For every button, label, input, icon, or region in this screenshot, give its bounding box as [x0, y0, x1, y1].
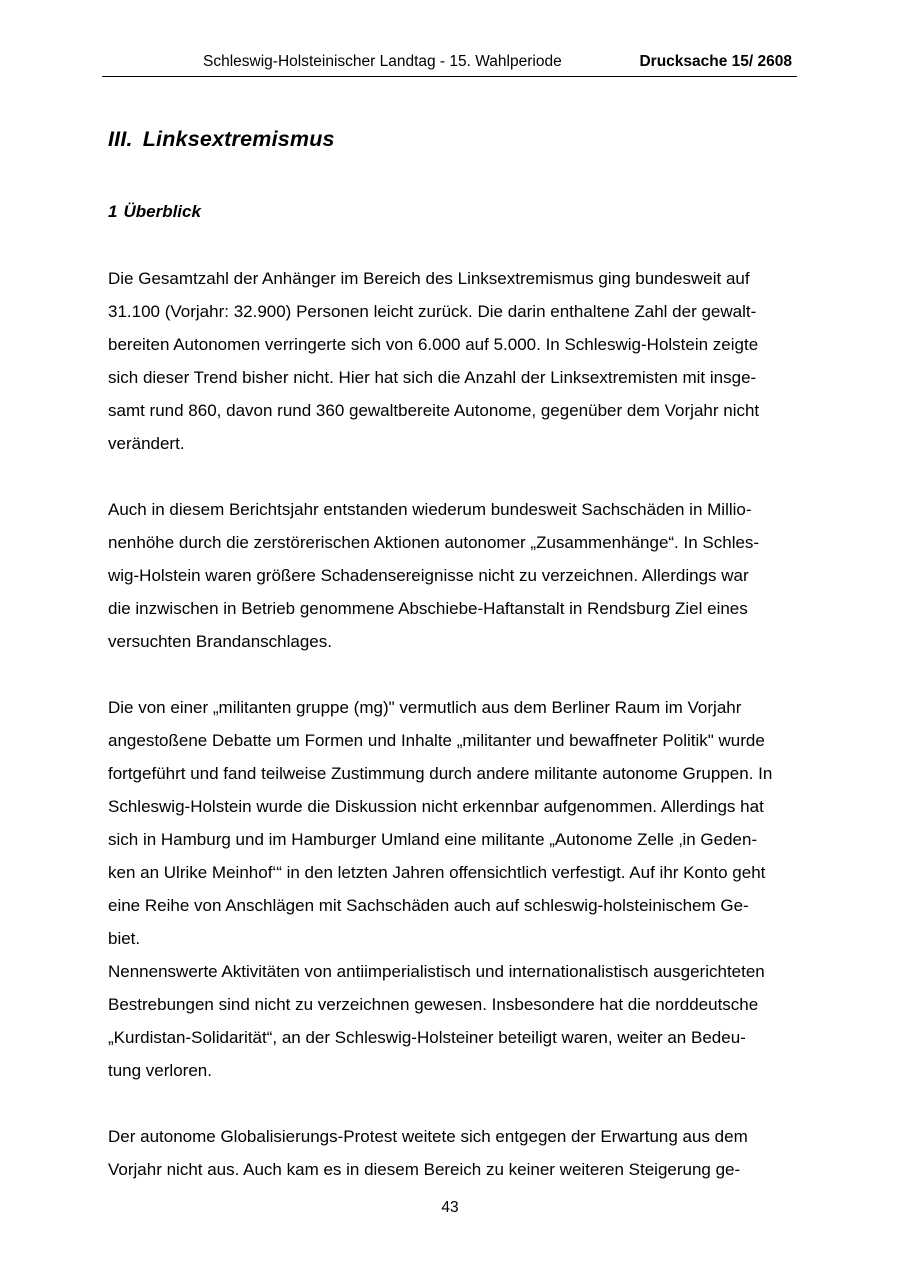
paragraph: [108, 955, 798, 1087]
text-line: eine Reihe von Anschlägen mit Sachschäden auch auf schleswig-holsteinischem Ge-: [108, 896, 749, 915]
text-line: Auch in diesem Berichtsjahr entstanden wiederum bundesweit Sachschäden in Millio-: [108, 500, 752, 519]
chapter-title-text: Linksextremismus: [142, 127, 335, 151]
text-line: versuchten Brandanschlages.: [108, 632, 332, 651]
text-line: Die von einer „militanten gruppe (mg)" vermutlich aus dem Berliner Raum im Vorjahr: [108, 698, 742, 717]
section-title: [108, 202, 201, 222]
paragraph: [108, 1120, 798, 1186]
section-number: 1: [108, 202, 118, 221]
text-line: Die Gesamtzahl der Anhänger im Bereich des Linksextremismus ging bundesweit auf: [108, 269, 750, 288]
text-line: „Kurdistan-Solidarität“, an der Schleswig-Holsteiner beteiligt waren, weiter an Bedeu-: [108, 1028, 746, 1047]
chapter-title: [108, 127, 335, 152]
page-number: 43: [441, 1199, 459, 1216]
text-line: verändert.: [108, 434, 185, 453]
text-line: die inzwischen in Betrieb genommene Abschiebe-Haftanstalt in Rendsburg Ziel eines: [108, 599, 748, 618]
paragraph: [108, 691, 798, 955]
section-title-text: Überblick: [123, 202, 201, 221]
paragraph: [108, 262, 798, 460]
text-line: fortgeführt und fand teilweise Zustimmung durch andere militante autonome Gruppen. In: [108, 764, 773, 783]
text-line: sich dieser Trend bisher nicht. Hier hat sich die Anzahl der Linksextremisten mit insge-: [108, 368, 757, 387]
text-line: Vorjahr nicht aus. Auch kam es in diesem Bereich zu keiner weiteren Steigerung ge-: [108, 1160, 741, 1179]
text-line: angestoßene Debatte um Formen und Inhalte „militanter und bewaffneter Politik" wurde: [108, 731, 765, 750]
header-doc-ref: Drucksache 15/ 2608: [639, 53, 792, 70]
text-line: ken an Ulrike Meinhof‘“ in den letzten Jahren offensichtlich verfestigt. Auf ihr Konto geht: [108, 863, 766, 882]
chapter-number: III.: [108, 127, 133, 151]
body-text: [108, 262, 798, 1186]
text-line: sich in Hamburg und im Hamburger Umland eine militante „Autonome Zelle ‚in Geden-: [108, 830, 758, 849]
text-line: biet.: [108, 929, 141, 948]
text-line: Bestrebungen sind nicht zu verzeichnen gewesen. Insbesondere hat die norddeutsche: [108, 995, 759, 1014]
text-line: Nennenswerte Aktivitäten von antiimperialistisch und internationalistisch ausgerichteten: [108, 962, 765, 981]
text-line: samt rund 860, davon rund 360 gewaltbereite Autonome, gegenüber dem Vorjahr nicht: [108, 401, 760, 420]
text-line: nenhöhe durch die zerstörerischen Aktionen autonomer „Zusammenhänge“. In Schles-: [108, 533, 760, 552]
text-line: tung verloren.: [108, 1061, 212, 1080]
text-line: 31.100 (Vorjahr: 32.900) Personen leicht zurück. Die darin enthaltene Zahl der gewalt-: [108, 302, 757, 321]
running-header: [102, 52, 797, 77]
text-line: wig-Holstein waren größere Schadensereignisse nicht zu verzeichnen. Allerdings war: [108, 566, 749, 585]
text-line: bereiten Autonomen verringerte sich von 6.000 auf 5.000. In Schleswig-Holstein zeigte: [108, 335, 759, 354]
text-line: Der autonome Globalisierungs-Protest weitete sich entgegen der Erwartung aus dem: [108, 1127, 748, 1146]
paragraph: [108, 493, 798, 658]
header-title: Schleswig-Holsteinischer Landtag - 15. Wahlperiode: [203, 53, 562, 70]
text-line: Schleswig-Holstein wurde die Diskussion nicht erkennbar aufgenommen. Allerdings hat: [108, 797, 764, 816]
